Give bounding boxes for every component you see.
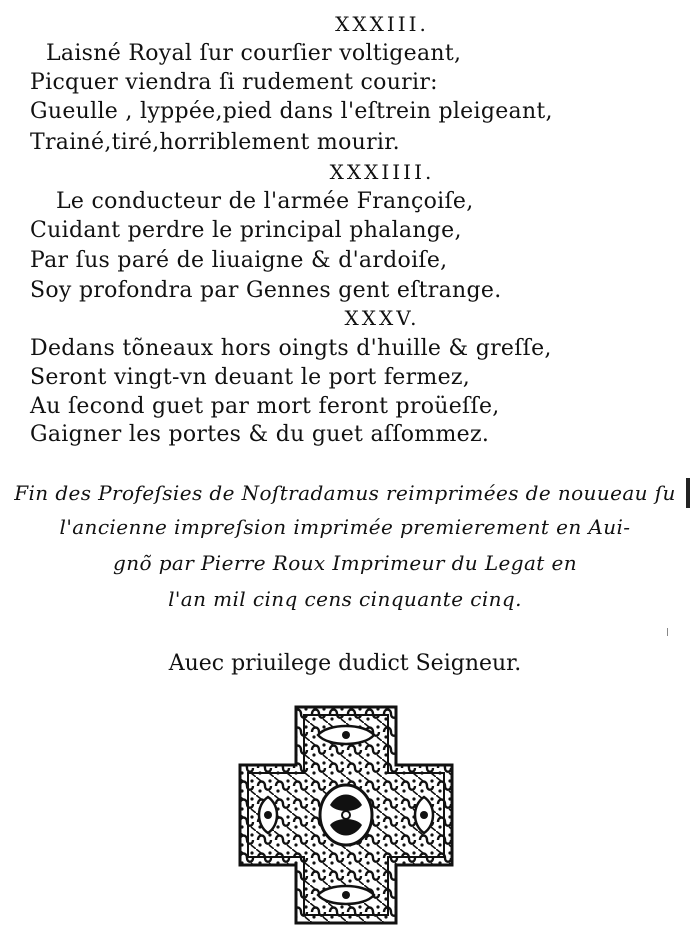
- verse-line: Soy profondra par Gennes gent eſtrange.: [30, 278, 502, 303]
- colophon-line: l'an mil cinq cens cinquante cinq.: [168, 587, 522, 611]
- verse-line: Cuidant perdre le principal phalange,: [30, 218, 462, 243]
- verse-line: Gaigner les portes & du guet aſſommez.: [30, 422, 490, 447]
- quatrain-number: XXXIII.: [335, 12, 429, 36]
- verse-line: Gueulle , lyppée,pied dans l'eſtrein pleigeant,: [30, 99, 553, 124]
- colophon-line: Fin des Profeſsies de Noſtradamus reimprimées de nouueau ſu: [14, 481, 676, 505]
- verse-line: Laisné Royal ſur courſier voltigeant,: [46, 41, 462, 66]
- verse-line: Par ſus paré de liuaigne & d'ardoiſe,: [30, 248, 448, 273]
- quatrain-number: XXXIIII.: [329, 160, 435, 184]
- colophon-line: l'ancienne impreſsion imprimée premierement en Aui-: [59, 515, 631, 539]
- page-edge-tick: [667, 628, 668, 636]
- verse-line: Trainé,tiré,horriblement mourir.: [30, 130, 400, 155]
- verse-line: Le conducteur de l'armée Françoiſe,: [56, 189, 474, 214]
- quatrain-number: XXXV.: [344, 306, 420, 330]
- verse-line: Au ſecond guet par mort feront proüeſſe,: [30, 394, 500, 419]
- verse-line: Dedans tõneaux hors oingts d'huille & greſſe,: [30, 336, 552, 361]
- fleuron-cross-ornament-icon: [238, 705, 454, 925]
- colophon-line: gnõ par Pierre Roux Imprimeur du Legat en: [113, 551, 577, 575]
- page-edge-mark: [686, 478, 690, 508]
- privilege-line: Auec priuilege dudict Seigneur.: [168, 651, 522, 676]
- verse-line: Seront vingt-vn deuant le port fermez,: [30, 365, 471, 390]
- verse-line: Picquer viendra ſi rudement courir:: [30, 70, 438, 95]
